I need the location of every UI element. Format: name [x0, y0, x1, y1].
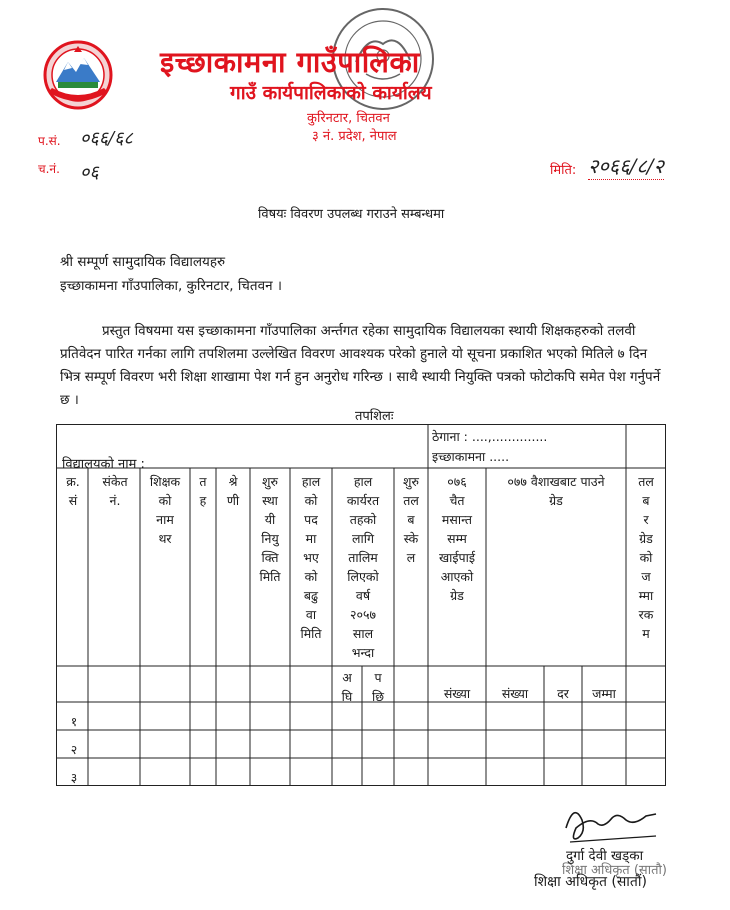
subheader-count-076: संख्या [443, 686, 471, 701]
address-value: इच्छाकामना ..... [432, 449, 510, 464]
signer-name: दुर्गा देवी खड्का [566, 848, 644, 864]
col-header-grade-077: ०७७ वैशाखबाट पाउने ग्रेड [507, 474, 605, 508]
col-header-start-scale: शुरु तल ब स्के ल [403, 474, 419, 565]
office-province: ३ नं. प्रदेश, नेपाल [312, 129, 397, 144]
col-header-training: हाल कार्यरत तहको लागि तालिम लिएको वर्ष २०५७ साल भन्दा [346, 474, 380, 660]
signer-title: शिक्षा अधिकृत (सातौं) [534, 874, 647, 890]
office-address: कुरिनटार, चितवन [307, 111, 390, 126]
ps-value: ०६६/६८ [80, 128, 133, 149]
table-caption: तपशिलः [355, 409, 394, 424]
col-header-current-post-date: हाल को पद मा भए को बढु वा मिति [300, 474, 322, 641]
handwritten-signature [556, 798, 666, 846]
signer-title-stamp: शिक्षा अधिकृत (सातौ) [562, 863, 667, 878]
school-name-label: विद्यालयको नाम : [62, 457, 145, 472]
col-header-code: संकेत नं. [102, 474, 128, 508]
col-header-sn: क्र. सं [66, 474, 80, 508]
letter-subject: विषयः विवरण उपलब्ध गराउने सम्बन्धमा [258, 207, 445, 222]
col-header-teacher-name: शिक्षक को नाम थर [149, 474, 181, 546]
col-header-grade-076: ०७६ चैत मसान्त सम्म खाईपाई आएको ग्रेड [438, 474, 476, 603]
subheader-before: अ घि [341, 670, 353, 704]
recipient-line-1: श्री सम्पूर्ण सामुदायिक विद्यालयहरु [60, 254, 226, 270]
subheader-rate: दर [557, 686, 569, 701]
col-header-grade-class: श्रे णी [226, 474, 240, 508]
chn-label: च.नं. [38, 162, 60, 176]
address-label: ठेगाना : ....,.............. [432, 429, 548, 444]
col-header-permanent-appointment-date: शुरु स्था यी नियु क्ति मिति [259, 474, 281, 584]
col-header-grade-amount: तल ब र ग्रेड को ज म्मा रक म [638, 474, 654, 641]
municipality-name: इच्छाकामना गाउँपालिका [160, 45, 420, 79]
subheader-total: जम्मा [592, 686, 616, 701]
row-number: १ [70, 714, 78, 729]
recipient-line-2: इच्छाकामना गाँउपालिका, कुरिनटार, चितवन । [60, 278, 282, 294]
col-header-level: त ह [199, 474, 207, 508]
row-number: २ [70, 742, 78, 757]
nepal-emblem-logo [38, 38, 118, 112]
chn-value: ०६ [80, 162, 99, 183]
date-value: २०६६/८/२ [588, 154, 664, 178]
letter-body [60, 320, 666, 412]
ps-label: प.सं. [38, 134, 61, 148]
letter-body-text: प्रस्तुत विषयमा यस इच्छाकामना गाँउपालिका अर्न्तगत रहेका सामुदायिक विद्यालयका स्थायी शिक्षकहरुको तलवी प्रतिवेदन पारित गर्नका लागि तपशिलमा उल्लेखित विवरण आवश्यक परेको हुनाले यो सूचना प्रकाशित भएको मितिले ७ दिन भित्र सम्पूर्ण विवरण भरी शिक्षा शाखामा पेश गर्न हुन अनुरोध गरिन्छ । साथै स्थायी नियुक्ति पत्रको फोटोकपि समेत पेश गर्नुपर्ने छ । [60, 323, 661, 408]
office-name: गाउँ कार्यपालिकाको कार्यालय [230, 82, 432, 104]
subheader-after: प छि [371, 670, 384, 704]
date-label: मिति: [550, 163, 577, 178]
row-number: ३ [70, 770, 78, 785]
subheader-count-077: संख्या [501, 686, 529, 701]
